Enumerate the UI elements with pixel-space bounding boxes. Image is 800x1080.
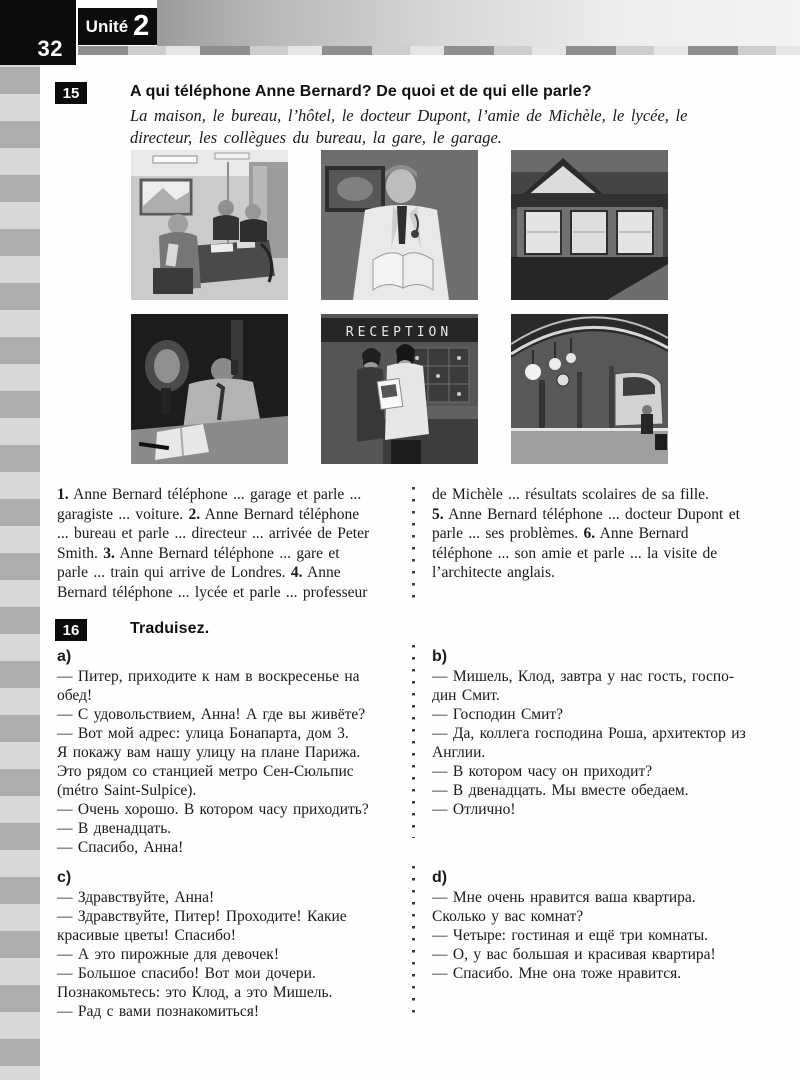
- left-margin-stripes: [0, 0, 40, 1080]
- text-line: de Michèle ... résultats scolaires de sa fille.: [432, 486, 709, 503]
- header-strip-pattern: [78, 46, 800, 55]
- train-station-illustration: [511, 314, 668, 464]
- dialogue-a-text: [57, 667, 409, 857]
- text-line: (métro Saint-Sulpice).: [57, 782, 197, 799]
- text-line: parle ... train qui arrive de Londres. 4. Anne: [57, 564, 341, 581]
- doctor-reading-photo: [321, 150, 478, 300]
- text-line: — Мишель, Клод, завтра у нас гость, госпо-: [432, 668, 735, 685]
- text-line: — В двенадцать.: [57, 820, 172, 837]
- text-line: — Спасибо, Анна!: [57, 839, 184, 856]
- text-line: 5. Anne Bernard téléphone ... docteur Dupont et: [432, 505, 740, 523]
- text-line: — С удовольствием, Анна! А где вы живёте?: [57, 706, 366, 723]
- exercise-15-sentences-left-column: [57, 485, 409, 602]
- text-line: — Большое спасибо! Вот мои дочери.: [57, 965, 316, 982]
- text-line: Bernard téléphone ... lycée et parle ... professeur: [57, 583, 368, 601]
- unit-number: 2: [133, 10, 150, 42]
- hotel-reception-photo: [321, 314, 478, 464]
- text-line: — В котором часу он приходит?: [432, 763, 653, 780]
- exercise-16-badge: 16: [55, 619, 87, 641]
- text-line: garagiste ... voiture. 2. Anne Bernard téléphone: [57, 505, 360, 523]
- text-line: 1. Anne Bernard téléphone ... garage et parle ...: [57, 486, 362, 503]
- text-line: — Здравствуйте, Анна!: [57, 889, 215, 906]
- text-line: La maison, le bureau, l’hôtel, le docteur Dupont, l’amie de Michèle, le lycée, le: [130, 106, 688, 125]
- text-line: — Очень хорошо. В котором часу приходить?: [57, 801, 369, 818]
- house-garage-photo: [511, 150, 668, 300]
- text-line: — Питер, приходите к нам в воскресенье на: [57, 668, 360, 685]
- dialogue-c-label: c): [57, 869, 72, 886]
- dialogue-d-label: d): [432, 869, 448, 886]
- text-line: — Господин Смит?: [432, 706, 564, 723]
- unit-label: Unité: [85, 16, 129, 36]
- text-line: — Отлично!: [432, 801, 516, 818]
- text-line: — О, у вас большая и красивая квартира!: [432, 946, 716, 963]
- text-line: — Да, коллега господина Роша, архитектор из: [432, 725, 746, 742]
- exercise-15-badge: 15: [55, 82, 87, 104]
- dialogue-b-text: [432, 667, 762, 819]
- dialogue-d-text: [432, 888, 762, 983]
- text-line: — А это пирожные для девочек!: [57, 946, 279, 963]
- office-meeting-photo: [131, 150, 288, 300]
- text-line: дин Смит.: [432, 687, 500, 704]
- text-line: — Вот мой адрес: улица Бонапарта, дом 3.: [57, 725, 349, 742]
- hotel-reception-illustration: [321, 314, 478, 464]
- dialogue-b-label: b): [432, 648, 448, 665]
- dialogue-a-label: a): [57, 648, 72, 665]
- text-line: l’architecte anglais.: [432, 564, 555, 581]
- text-line: directeur, les collègues du bureau, la gare, le garage.: [130, 127, 502, 147]
- dialogue-c-text: [57, 888, 409, 1021]
- text-line: красивые цветы! Спасибо!: [57, 927, 236, 944]
- dotted-column-divider: [412, 487, 415, 599]
- text-line: Познакомьтесь: это Клод, а это Мишель.: [57, 984, 333, 1001]
- text-line: — Четыре: гостиная и ещё три комнаты.: [432, 927, 709, 944]
- text-line: Англии.: [432, 744, 486, 761]
- text-line: parle ... ses problèmes. 6. Anne Bernard: [432, 525, 689, 542]
- exercise-15-word-bank: [130, 105, 687, 148]
- text-line: — Здравствуйте, Питер! Проходите! Какие: [57, 908, 347, 925]
- train-station-photo: [511, 314, 668, 464]
- text-line: ... bureau et parle ... directeur ... arrivée de Peter: [57, 525, 370, 542]
- text-line: Сколько у вас комнат?: [432, 908, 584, 925]
- unit-header: [78, 8, 157, 45]
- reception-sign-text: RECEPTION: [345, 325, 453, 340]
- text-line: Smith. 3. Anne Bernard téléphone ... gare et: [57, 544, 340, 562]
- exercise-15-title: A qui téléphone Anne Bernard? De quoi et de qui elle parle?: [130, 83, 592, 100]
- text-line: — Рад с вами познакомиться!: [57, 1003, 260, 1020]
- dotted-column-divider: [412, 645, 415, 838]
- photo-grid: [131, 150, 668, 464]
- doctor-reading-illustration: [321, 150, 478, 300]
- exercise-15-sentences-right-column: [432, 485, 762, 583]
- man-on-phone-photo: [131, 314, 288, 464]
- text-line: — Спасибо. Мне она тоже нравится.: [432, 965, 682, 982]
- exercise-16-title: Traduisez.: [130, 620, 210, 637]
- page-number: 32: [0, 0, 76, 65]
- text-line: Это рядом со станцией метро Сен-Сюльпис: [57, 763, 354, 780]
- dotted-column-divider: [412, 866, 415, 1018]
- text-line: обед!: [57, 687, 93, 704]
- text-line: téléphone ... son amie et parle ... la visite de: [432, 544, 718, 562]
- text-line: — В двенадцать. Мы вместе обедаем.: [432, 782, 689, 799]
- text-line: Я покажу вам нашу улицу на плане Парижа.: [57, 744, 361, 761]
- office-meeting-illustration: [131, 150, 288, 300]
- header-gradient-band: [157, 0, 800, 46]
- man-on-phone-illustration: [131, 314, 288, 464]
- house-garage-illustration: [511, 150, 668, 300]
- text-line: — Мне очень нравится ваша квартира.: [432, 889, 696, 906]
